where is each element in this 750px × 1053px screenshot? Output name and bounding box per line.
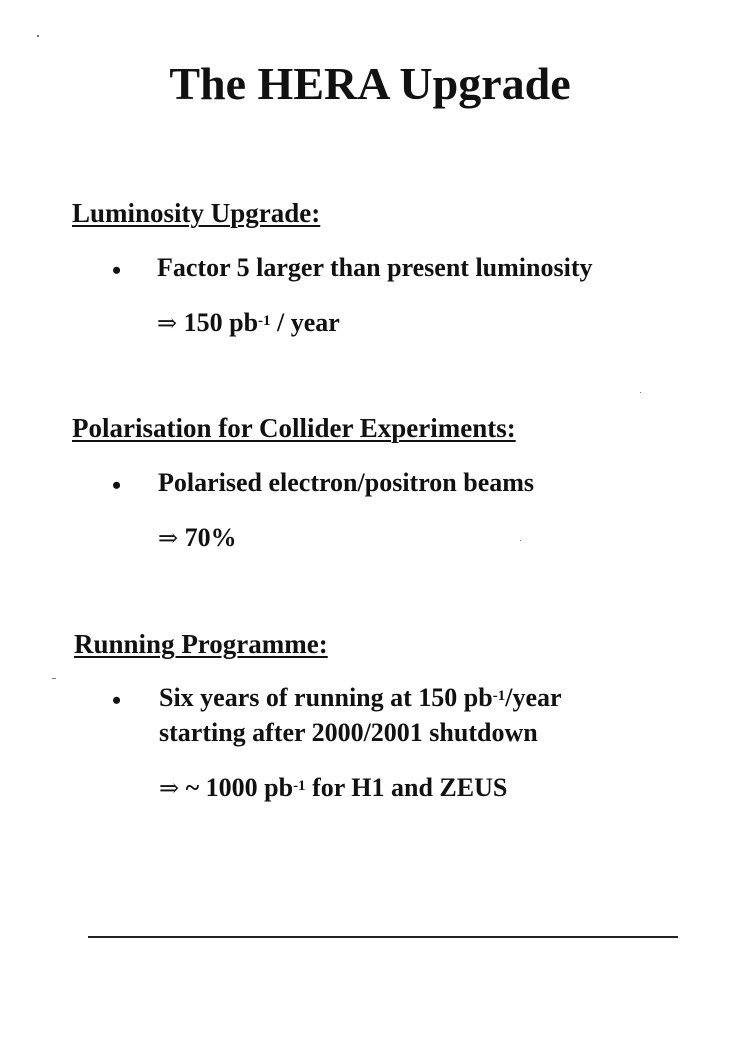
bullet-text-running-line2: starting after 2000/2001 shutdown bbox=[159, 718, 538, 747]
text-segment: Six years of running at 150 pb bbox=[159, 683, 493, 712]
result-polarisation bbox=[158, 520, 237, 556]
exponent: -1 bbox=[492, 688, 506, 704]
implies-arrow: ⇒ bbox=[158, 524, 179, 552]
section-heading-polarisation: Polarisation for Collider Experiments: bbox=[72, 413, 516, 443]
scan-speck bbox=[640, 392, 641, 393]
implies-arrow: ⇒ bbox=[159, 774, 180, 802]
section-heading-luminosity: Luminosity Upgrade: bbox=[72, 198, 321, 228]
section-heading-running: Running Programme: bbox=[74, 629, 328, 659]
scan-speck bbox=[520, 540, 521, 541]
result-exponent: -1 bbox=[258, 313, 271, 329]
bullet-text-running-line1 bbox=[159, 680, 562, 716]
result-unit: / year bbox=[270, 308, 340, 337]
result-value: 70% bbox=[184, 523, 237, 552]
bullet-marker: • bbox=[112, 256, 122, 285]
scan-speck bbox=[52, 678, 56, 679]
bullet-marker: • bbox=[112, 686, 122, 715]
result-luminosity bbox=[157, 305, 340, 341]
implies-arrow: ⇒ bbox=[157, 309, 178, 337]
bullet-text-polarisation: Polarised electron/positron beams bbox=[158, 468, 535, 497]
scan-speck bbox=[37, 35, 39, 37]
result-value: ~ 1000 pb bbox=[185, 773, 294, 802]
result-detail: for H1 and ZEUS bbox=[305, 773, 508, 802]
bullet-marker: • bbox=[112, 471, 122, 500]
bullet-text-luminosity: Factor 5 larger than present luminosity bbox=[157, 253, 593, 282]
text-segment: /year bbox=[505, 683, 562, 712]
footer-rule bbox=[88, 936, 678, 938]
page-title: The HERA Upgrade bbox=[169, 58, 571, 109]
result-running bbox=[159, 770, 507, 806]
result-value: 150 pb bbox=[183, 308, 259, 337]
result-exponent: -1 bbox=[293, 778, 306, 794]
